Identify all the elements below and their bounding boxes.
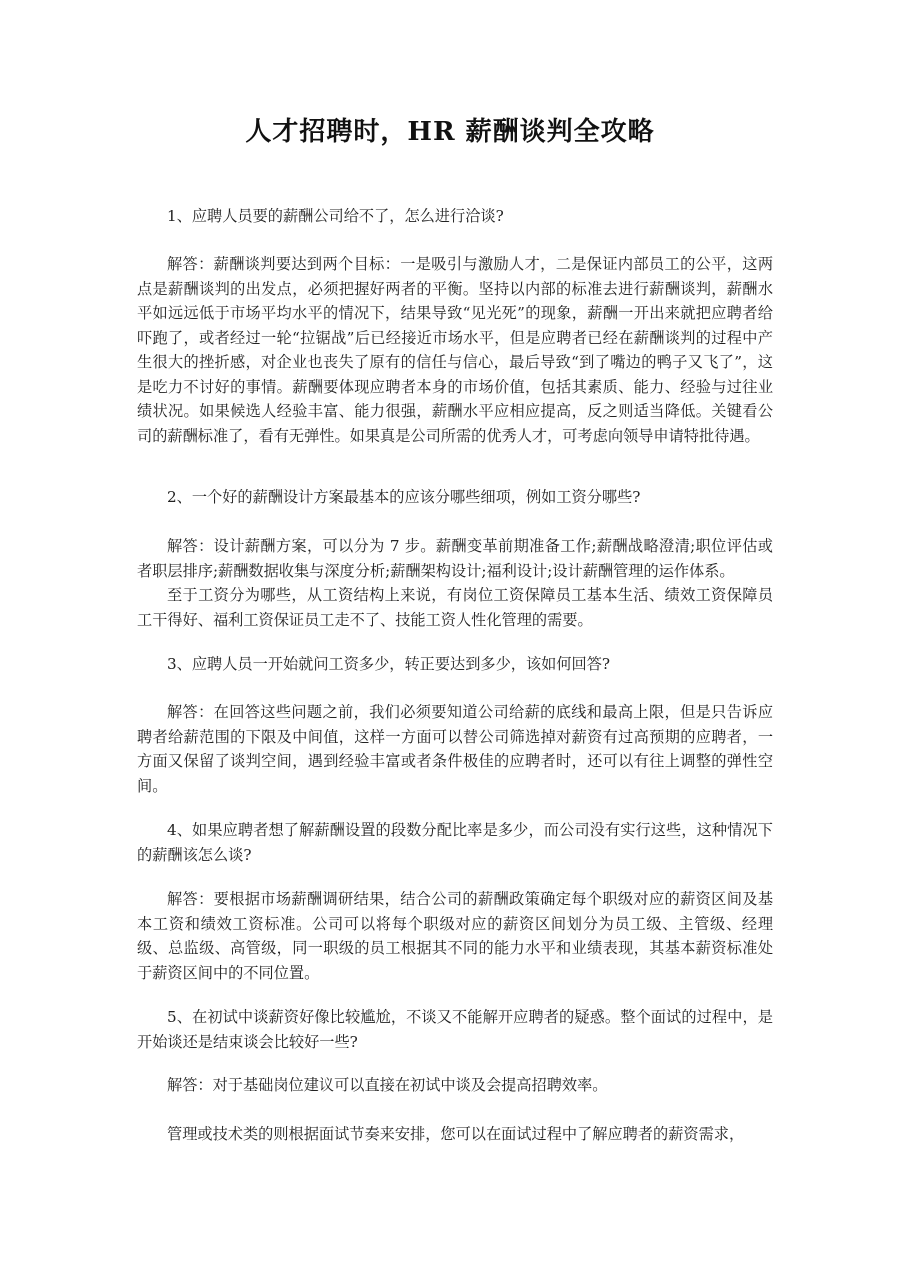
document-title: 人才招聘时，HR 薪酬谈判全攻略 — [245, 117, 655, 147]
answer-5: 解答：对于基础岗位建议可以直接在初试中谈及会提高招聘效率。 — [167, 1076, 608, 1094]
question-2: 2、一个好的薪酬设计方案最基本的应该分哪些细项，例如工资分哪些? — [167, 488, 641, 506]
answer-3: 解答：在回答这些问题之前，我们必须要知道公司给薪的底线和最高上限，但是只告诉应聘者给薪范围的下限及中间值，这样一方面可以替公司筛选掉对薪资有过高预期的应聘者，一方面又保留了谈判空间，遇到经验丰富或者条件极佳的应聘者时，还可以有往上调整的弹性空间。 — [137, 703, 773, 795]
answer-2: 解答：设计薪酬方案，可以分为 7 步。薪酬变革前期准备工作;薪酬战略澄清;职位评估或者职层排序;薪酬数据收集与深度分析;薪酬架构设计;福利设计;设计薪酬管理的运作体系。 — [137, 537, 773, 580]
question-1: 1、应聘人员要的薪酬公司给不了，怎么进行洽谈? — [167, 207, 504, 225]
question-4: 4、如果应聘者想了解薪酬设置的段数分配比率是多少，而公司没有实行这些，这种情况下的薪酬该怎么谈? — [137, 821, 773, 864]
question-3: 3、应聘人员一开始就问工资多少，转正要达到多少，该如何回答? — [167, 655, 611, 673]
answer-4: 解答：要根据市场薪酬调研结果，结合公司的薪酬政策确定每个职级对应的薪资区间及基本工资和绩效工资标准。公司可以将每个职级对应的薪资区间划分为员工级、主管级、经理级、总监级、高管级，同一职级的员工根据其不同的能力水平和业绩表现，其基本薪资标准处于薪资区间中的不同位置。 — [137, 890, 773, 982]
answer-5-continued: 管理或技术类的则根据面试节奏来安排，您可以在面试过程中了解应聘者的薪资需求， — [167, 1125, 745, 1143]
answer-2-continued: 至于工资分为哪些，从工资结构上来说，有岗位工资保障员工基本生活、绩效工资保障员工干得好、福利工资保证员工走不了、技能工资人性化管理的需要。 — [137, 586, 773, 629]
question-5: 5、在初试中谈薪资好像比较尴尬，不谈又不能解开应聘者的疑惑。整个面试的过程中，是开始谈还是结束谈会比较好一些? — [137, 1008, 773, 1051]
answer-1: 解答：薪酬谈判要达到两个目标：一是吸引与激励人才，二是保证内部员工的公平，这两点是薪酬谈判的出发点，必须把握好两者的平衡。坚持以内部的标准去进行薪酬谈判，薪酬水平如远远低于市场平均水平的情况下，结果导致“见光死”的现象，薪酬一开出来就把应聘者给吓跑了，或者经过一轮“拉锯战”后已经接近市场水平，但是应聘者已经在薪酬谈判的过程中产生很大的挫折感，对企业也丧失了原有的信任与信心，最后导致“到了嘴边的鸭子又飞了”，这是吃力不讨好的事情。薪酬要体现应聘者本身的市场价值，包括其素质、能力、经验与过往业绩状况。如果候选人经验丰富、能力很强，薪酬水平应相应提高，反之则适当降低。关键看公司的薪酬标准了，看有无弹性。如果真是公司所需的优秀人才，可考虑向领导申请特批待遇。 — [137, 255, 773, 445]
